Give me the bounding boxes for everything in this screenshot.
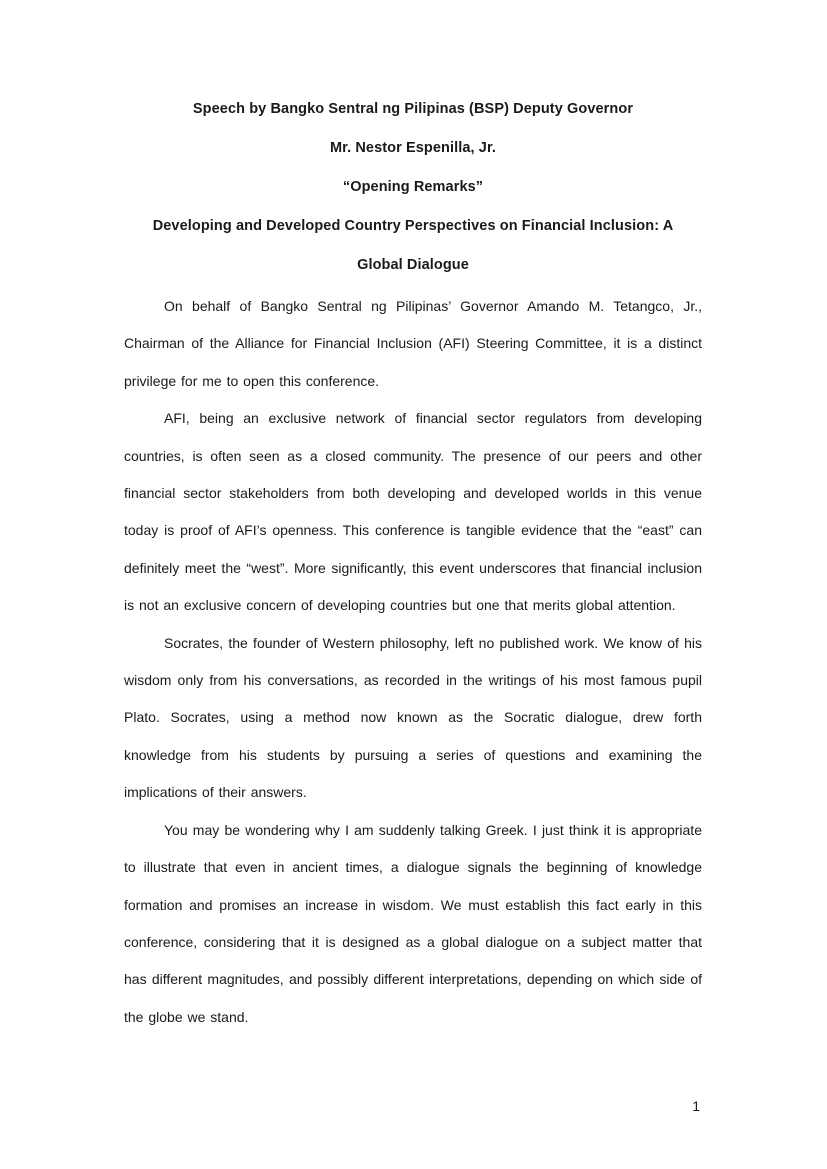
title-line-speech-type: “Opening Remarks” [342,179,484,195]
page-content [124,90,702,1036]
title-block [124,90,702,285]
paragraph-4: You may be wondering why I am suddenly talking Greek. I just think it is appropriate to illustrate that even in ancient times, a dialogue signals the beginning of knowledge formation and promises an increase in wisdom. We must establish this fact early in this conference, considering that it is designed as a global dialogue on a subject matter that has different magnitudes, and possibly different interpretations, depending on which side of the globe we stand. [124,821,702,1025]
title-line-speaker-role: Speech by Bangko Sentral ng Pilipinas (BSP) Deputy Governor [192,101,634,117]
title-line-conference-name-1: Developing and Developed Country Perspectives on Financial Inclusion: A [152,218,674,234]
paragraph-3: Socrates, the founder of Western philosophy, left no published work. We know of his wisdom only from his conversations, as recorded in the writings of his most famous pupil Plato. Socrates, using a method now known as the Socratic dialogue, drew forth knowledge from his students by pursuing a series of questions and examining the implications of their answers. [124,634,702,801]
body-text [124,288,702,1036]
title-line-speaker-name: Mr. Nestor Espenilla, Jr. [329,140,497,156]
page-number: 1 [692,1098,700,1114]
paragraph-1: On behalf of Bangko Sentral ng Pilipinas’ Governor Amando M. Tetangco, Jr., Chairman of the Alliance for Financial Inclusion (AFI) Steering Committee, it is a distinct privilege for me to open this conference. [124,298,702,389]
title-line-conference-name-2: Global Dialogue [357,257,469,273]
paragraph-2: AFI, being an exclusive network of financial sector regulators from developing countries, is often seen as a closed community. The presence of our peers and other financial sector stakeholders from both developing and developed worlds in this venue today is proof of AFI’s openness. This conference is tangible evidence that the “east” can definitely meet the “west”. More significantly, this event underscores that financial inclusion is not an exclusive concern of developing countries but one that merits global attention. [124,410,702,614]
